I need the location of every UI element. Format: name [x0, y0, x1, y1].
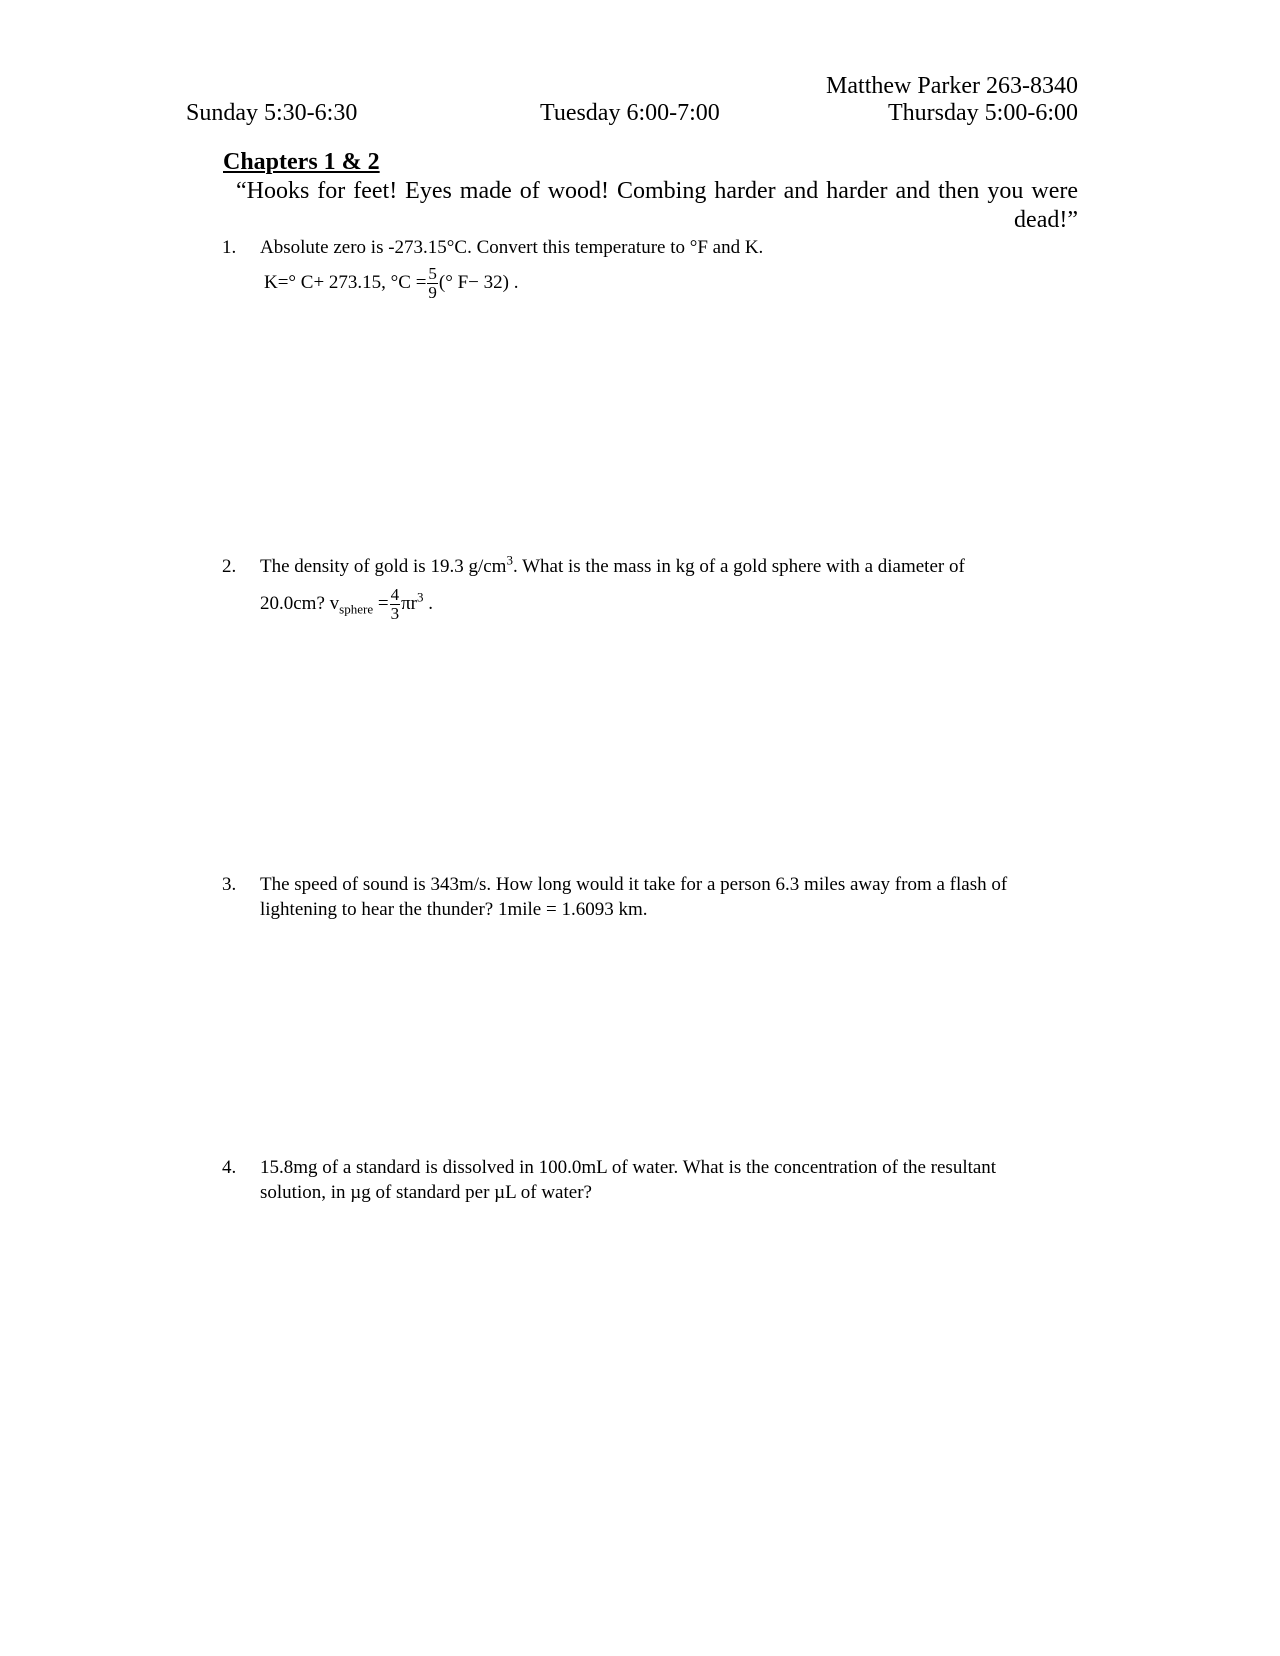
question-2-text-b: . What is the mass in kg of a gold sphere with a diameter of	[512, 556, 965, 577]
question-3-line-2: lightening to hear the thunder? 1mile = 1.6093 km.	[260, 899, 648, 920]
sphere-subscript: sphere	[339, 601, 374, 617]
fraction-numerator: 5	[428, 264, 437, 283]
fraction-4-3	[390, 586, 401, 623]
fraction-5-9	[427, 265, 438, 302]
exponent-3: 3	[416, 589, 424, 605]
question-4-number: 4.	[222, 1157, 237, 1178]
thursday-hours: Thursday 5:00-6:00	[888, 100, 1078, 126]
fraction-numerator: 4	[390, 585, 400, 604]
question-4-line-1: 15.8mg of a standard is dissolved in 100.0mL of water. What is the concentration of the resultant	[260, 1157, 997, 1178]
formula-end: .	[428, 592, 433, 614]
sphere-volume-v: v	[329, 592, 340, 614]
question-2-text-a: The density of gold is 19.3 g/cm	[260, 556, 507, 577]
superscript-3: 3	[506, 552, 513, 568]
question-1-formula	[264, 265, 518, 302]
formula-1-part1: K=° C+ 273.15, °C =	[264, 271, 427, 293]
question-1-number: 1.	[222, 237, 237, 258]
fraction-denominator: 9	[428, 283, 437, 302]
question-2-line2: 20.0cm?	[260, 592, 325, 614]
fraction-denominator: 3	[390, 604, 400, 623]
question-2-text	[260, 554, 965, 579]
tuesday-hours: Tuesday 6:00-7:00	[540, 100, 720, 126]
question-2-formula	[260, 586, 433, 623]
equals-sign: =	[377, 592, 389, 614]
page-title: Chapters 1 & 2	[223, 149, 380, 175]
formula-1-part2: (° F− 32) .	[438, 271, 519, 293]
question-4-line-2: solution, in µg of standard per µL of water?	[260, 1182, 592, 1203]
question-3-line-1: The speed of sound is 343m/s. How long would it take for a person 6.3 miles away from a flash of	[260, 874, 1008, 895]
question-2-number: 2.	[222, 556, 237, 577]
question-1-text: Absolute zero is -273.15°C. Convert this temperature to °F and K.	[260, 237, 764, 258]
pi-r: πr	[401, 592, 417, 614]
sunday-hours: Sunday 5:30-6:30	[186, 100, 358, 126]
quote-line-2: dead!”	[1014, 207, 1078, 233]
question-3-number: 3.	[222, 874, 237, 895]
quote-line-1: “Hooks for feet! Eyes made of wood! Combing harder and harder and then you were	[236, 178, 1078, 204]
contact-info: Matthew Parker 263-8340	[826, 73, 1078, 99]
